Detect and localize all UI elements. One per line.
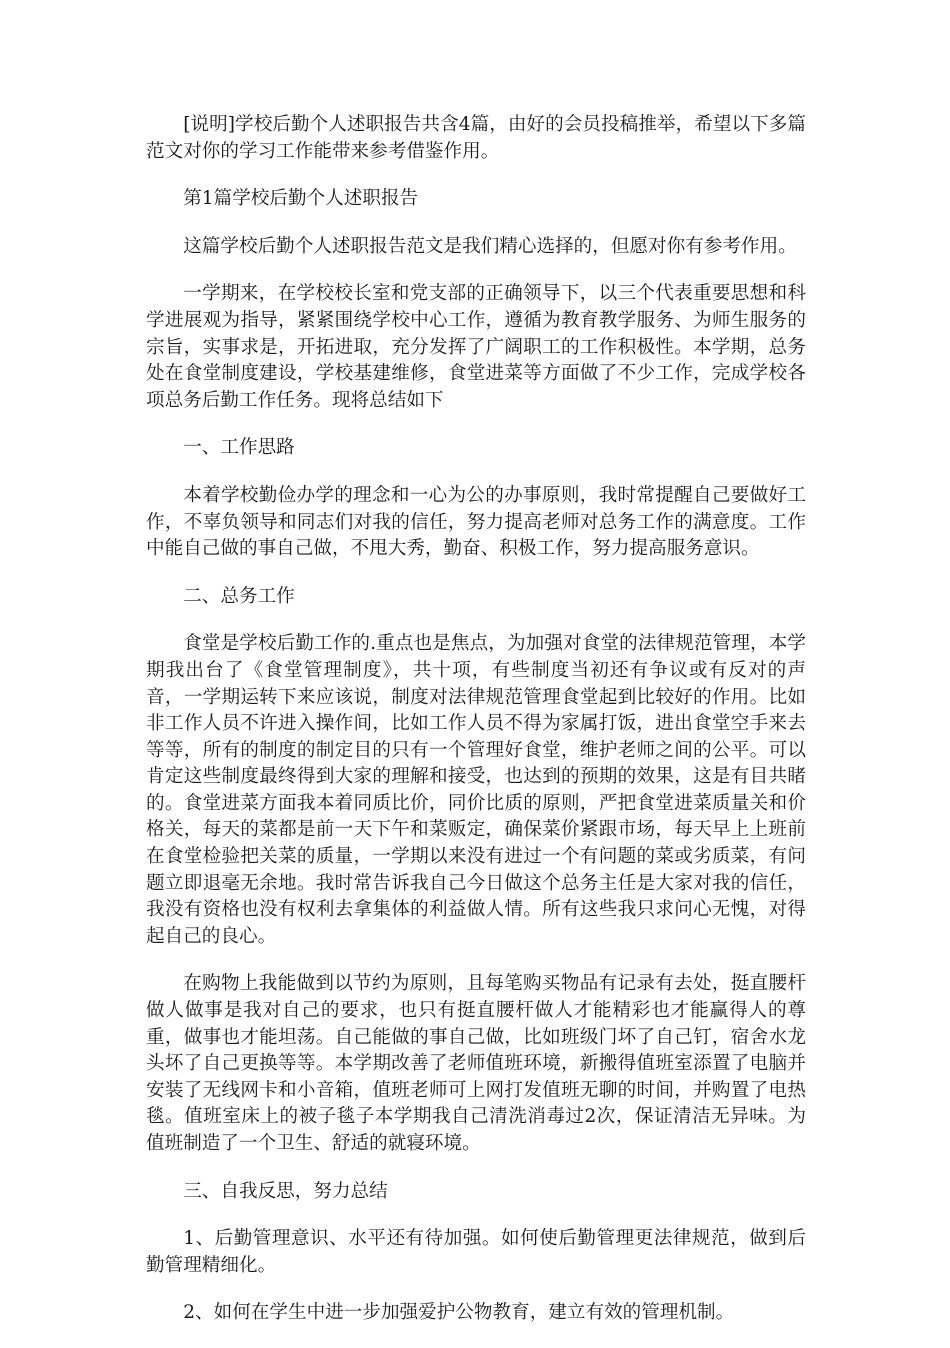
paragraph-preface: 这篇学校后勤个人述职报告范文是我们精心选择的，但愿对你有参考作用。	[183, 235, 797, 257]
document-body	[146, 112, 806, 1348]
paragraph-summary: 一学期来，在学校校长室和党支部的正确领导下，以三个代表重要思想和科学进展观为指导，紧紧围绕学校中心工作，遵循为教育教学服务、为师生服务的宗旨，实事求是，开拓进取，充分发挥了广阔职工的工作积极性。本学期，总务处在食堂制度建设，学校基建维修，食堂进菜等方面做了不少工作，完成学校各项总务后勤工作任务。现将总结如下	[146, 283, 806, 411]
section-heading-general-affairs: 二、总务工作	[183, 585, 295, 607]
section-heading-self-reflection: 三、自我反思，努力总结	[183, 1180, 388, 1202]
paragraph-work-approach: 本着学校勤俭办学的理念和一心为公的办事原则，我时常提醒自己要做好工作，不辜负领导和同志们对我的信任，努力提高老师对总务工作的满意度。工作中能自己做的事自己做，不甩大秀，勤奋、积极工作，努力提高服务意识。	[146, 484, 806, 560]
paragraph-reflection-2: 2、如何在学生中进一步加强爱护公物教育，建立有效的管理机制。	[183, 1302, 735, 1324]
article-title: 第1篇学校后勤个人述职报告	[183, 188, 419, 210]
paragraph-reflection-1: 1、后勤管理意识、水平还有待加强。如何使后勤管理更法律规范，做到后勤管理精细化。	[146, 1228, 806, 1276]
paragraph-purchasing: 在购物上我能做到以节约为原则，且每笔购买物品有记录有去处，挺直腰杆做人做事是我对自己的要求，也只有挺直腰杆做人才能精彩也才能赢得人的尊重，做事也才能坦荡。自己能做的事自己做，比如班级门坏了自己钉，宿舍水龙头坏了自己更换等等。本学期改善了老师值班环境，新搬得值班室添置了电脑并安装了无线网卡和小音箱，值班老师可上网打发值班无聊的时间，并购置了电热毯。值班室床上的被子毯子本学期我自己清洗消毒过2次，保证清洁无异味。为值班制造了一个卫生、舒适的就寝环境。	[146, 973, 806, 1154]
section-heading-work-approach: 一、工作思路	[183, 437, 295, 459]
paragraph-canteen: 食堂是学校后勤工作的.重点也是焦点，为加强对食堂的法律规范管理，本学期我出台了《食堂管理制度》，共十项，有些制度当初还有争议或有反对的声音，一学期运转下来应该说，制度对法律规范管理食堂起到比较好的作用。比如非工作人员不许进入操作间，比如工作人员不得为家属打饭，进出食堂空手来去等等，所有的制度的制定目的只有一个管理好食堂，维护老师之间的公平。可以肯定这些制度最终得到大家的理解和接受，也达到的预期的效果，这是有目共睹的。食堂进菜方面我本着同质比价，同价比质的原则，严把食堂进菜质量关和价格关，每天的菜都是前一天下午和菜贩定，确保菜价紧跟市场，每天早上上班前在食堂检验把关菜的质量，一学期以来没有进过一个有问题的菜或劣质菜，有问题立即退毫无余地。我时常告诉我自己今日做这个总务主任是大家对我的信任，我没有资格也没有权利去拿集体的利益做人情。所有这些我只求问心无愧，对得起自己的良心。	[146, 633, 806, 947]
intro-paragraph: [说明]学校后勤个人述职报告共含4篇，由好的会员投稿推举，希望以下多篇范文对你的学习工作能带来参考借鉴作用。	[146, 114, 806, 162]
